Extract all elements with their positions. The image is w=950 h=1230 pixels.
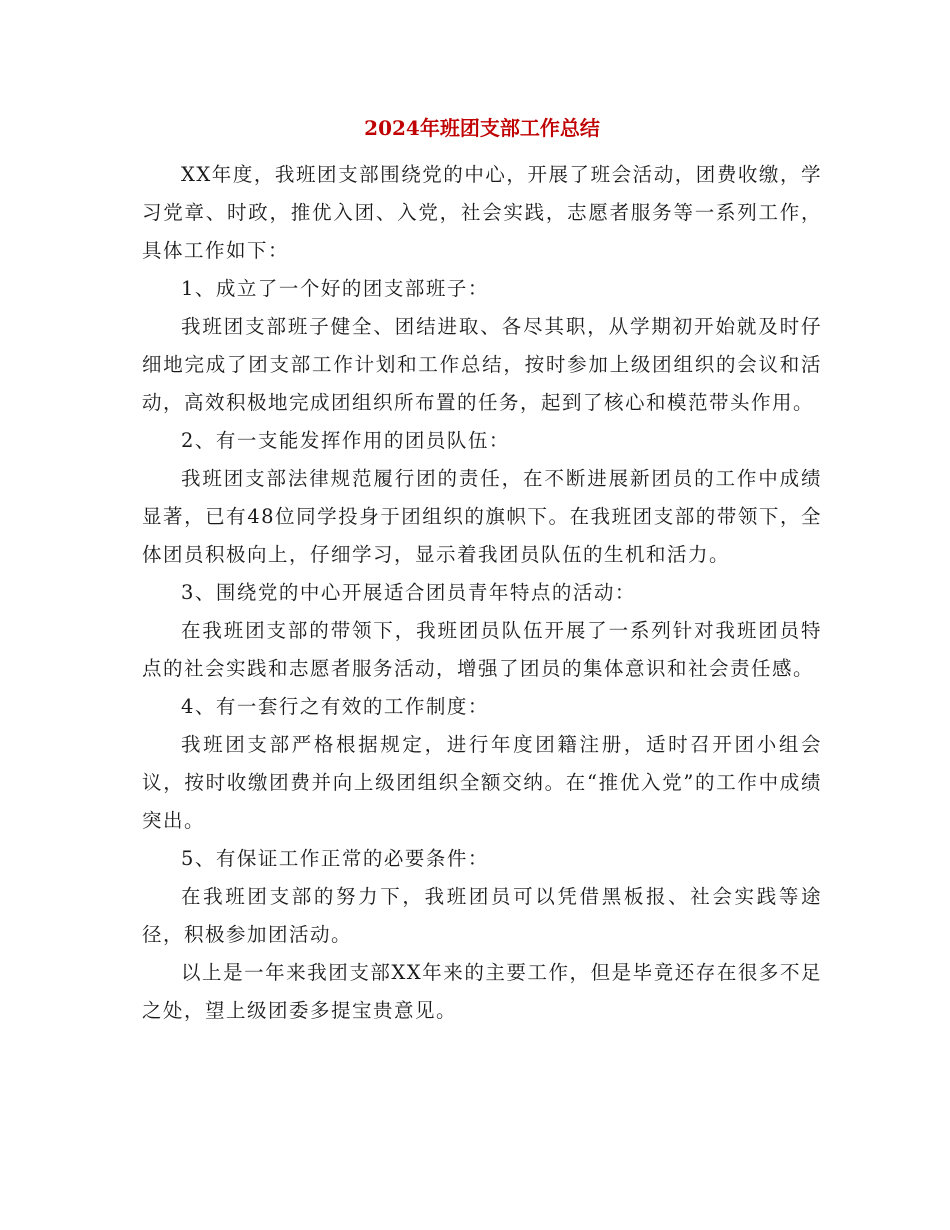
paragraph-3: 在我班团支部的带领下，我班团员队伍开展了一系列针对我班团员特点的社会实践和志愿者服务活动，增强了团员的集体意识和社会责任感。: [142, 619, 822, 680]
paragraph-2: 我班团支部法律规范履行团的责任，在不断进展新团员的工作中成绩显著，已有48位同学投身于团组织的旗帜下。在我班团支部的带领下，全体团员积极向上，仔细学习，显示着我团员队伍的生机和活力。: [142, 467, 822, 566]
section-heading-1: 1、成立了一个好的团支部班子：: [181, 277, 489, 300]
paragraph-4: 我班团支部严格根据规定，进行年度团籍注册，适时召开团小组会议，按时收缴团费并向上级团组织全额交纳。在“推优入党”的工作中成绩突出。: [142, 733, 822, 832]
section-heading-3: 3、围绕党的中心开展适合团员青年特点的活动：: [181, 581, 636, 604]
section-heading-5: 5、有保证工作正常的必要条件：: [181, 847, 489, 870]
section-heading-4: 4、有一套行之有效的工作制度：: [181, 695, 489, 718]
paragraph-conclusion: 以上是一年来我团支部XX年来的主要工作，但是毕竟还存在很多不足之处，望上级团委多提宝贵意见。: [142, 961, 822, 1022]
paragraph-intro: XX年度，我班团支部围绕党的中心，开展了班会活动，团费收缴，学习党章、时政，推优入团、入党，社会实践，志愿者服务等一系列工作，具体工作如下：: [142, 163, 822, 262]
section-heading-2: 2、有一支能发挥作用的团员队伍：: [181, 429, 510, 452]
document-body: [142, 156, 822, 1030]
paragraph-5: 在我班团支部的努力下，我班团员可以凭借黑板报、社会实践等途径，积极参加团活动。: [142, 885, 822, 946]
document-title: 2024年班团支部工作总结: [364, 116, 600, 140]
paragraph-1: 我班团支部班子健全、团结进取、各尽其职，从学期初开始就及时仔细地完成了团支部工作计划和工作总结，按时参加上级团组织的会议和活动，高效积极地完成团组织所布置的任务，起到了核心和模范带头作用。: [142, 315, 822, 414]
